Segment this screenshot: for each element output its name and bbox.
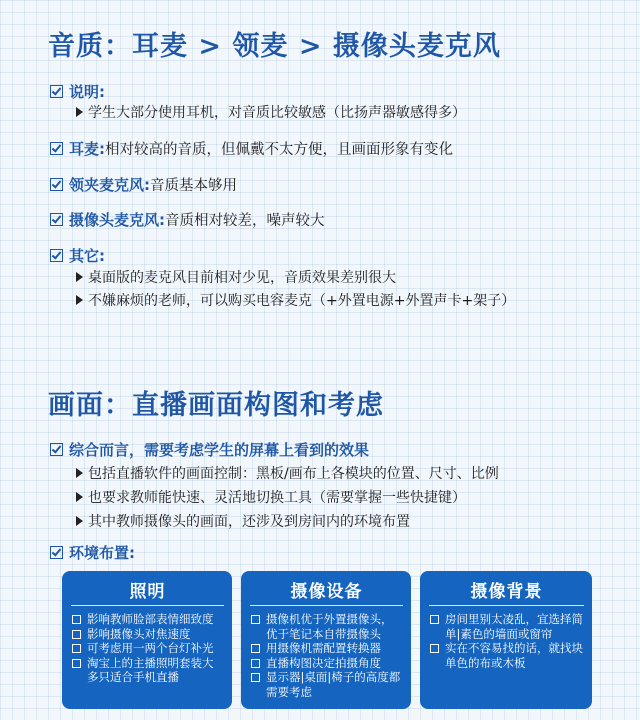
bullet-item	[76, 291, 515, 311]
item-label: 耳麦:	[69, 140, 105, 158]
card-list-item: 实在不容易找的话，就找块单色的布或木板	[429, 641, 584, 670]
item-headset	[50, 139, 453, 160]
checkbox-icon	[50, 142, 63, 155]
lighting-card	[62, 571, 232, 709]
item-label: 领夹麦克风:	[69, 176, 150, 194]
card-list-item: 淘宝上的主播照明套装大多只适合手机直播	[71, 656, 224, 685]
bullet-text: 包括直播软件的画面控制：黑板/画布上各模块的位置、尺寸、比例	[88, 466, 499, 482]
section-title-video: 画面：直播画面构图和考虑	[48, 390, 384, 421]
item-desc: 音质相对较差，噪声较大	[165, 213, 325, 229]
item-explanation	[50, 82, 105, 103]
item-overall	[50, 440, 369, 461]
bullet-text: 不嫌麻烦的老师，可以购买电容麦克（+外置电源+外置声卡+架子）	[88, 293, 516, 309]
triangle-bullet-icon	[76, 295, 83, 305]
card-list-item: 可考虑用一两个台灯补光	[71, 641, 224, 656]
bullet-text: 学生大部分使用耳机，对音质比较敏感（比扬声器敏感得多）	[88, 105, 466, 121]
card-list-item: 直播构图决定拍摄角度	[250, 656, 403, 671]
checkbox-icon	[50, 546, 63, 559]
bullet-item	[76, 512, 410, 532]
card-list	[71, 612, 224, 685]
item-desc: 相对较高的音质，但佩戴不太方便，且画面形象有变化	[105, 142, 453, 158]
item-label: 综合而言，需要考虑学生的屏幕上看到的效果	[69, 441, 370, 459]
item-label: 其它:	[69, 247, 105, 265]
checkbox-icon	[50, 85, 63, 98]
triangle-bullet-icon	[76, 468, 83, 478]
bullet-item	[76, 103, 466, 123]
card-title: 摄像设备	[250, 577, 403, 606]
item-desc: 音质基本够用	[150, 178, 237, 194]
item-lavalier	[50, 175, 237, 196]
item-other	[50, 246, 105, 267]
card-list-item: 影响摄像头对焦速度	[71, 627, 224, 642]
triangle-bullet-icon	[76, 272, 83, 282]
card-title: 照明	[71, 577, 224, 606]
item-label: 摄像头麦克风:	[69, 211, 165, 229]
bullet-text: 桌面版的麦克风目前相对少见，音质效果差别很大	[88, 270, 396, 286]
card-title: 摄像背景	[429, 577, 584, 606]
bullet-item	[76, 268, 396, 288]
bullet-item	[76, 488, 466, 508]
card-list-item: 影响教师脸部表情细致度	[71, 612, 224, 627]
item-webcam-mic	[50, 210, 325, 231]
checkbox-icon	[50, 249, 63, 262]
card-list-item: 显示器|桌面|椅子的高度都需要考虑	[250, 670, 403, 699]
camera-equipment-card	[241, 571, 411, 709]
checkbox-icon	[50, 443, 63, 456]
card-list	[429, 612, 584, 670]
card-list	[250, 612, 403, 699]
triangle-bullet-icon	[76, 516, 83, 526]
item-label: 说明:	[69, 83, 105, 101]
card-list-item: 摄像机优于外置摄像头，优于笔记本自带摄像头	[250, 612, 403, 641]
bullet-item	[76, 464, 499, 484]
checkbox-icon	[50, 178, 63, 191]
checkbox-icon	[50, 213, 63, 226]
item-environment	[50, 543, 135, 564]
card-list-item: 用摄像机需配置转换器	[250, 641, 403, 656]
section-title-audio: 音质：耳麦 > 领麦 > 摄像头麦克风	[48, 31, 501, 62]
item-label: 环境布置:	[69, 544, 135, 562]
triangle-bullet-icon	[76, 492, 83, 502]
card-list-item: 房间里别太凌乱，宜选择简单|素色的墙面或窗帘	[429, 612, 584, 641]
bullet-text: 也要求教师能快速、灵活地切换工具（需要掌握一些快捷键）	[88, 490, 466, 506]
camera-background-card	[420, 571, 592, 709]
triangle-bullet-icon	[76, 107, 83, 117]
bullet-text: 其中教师摄像头的画面，还涉及到房间内的环境布置	[88, 514, 410, 530]
